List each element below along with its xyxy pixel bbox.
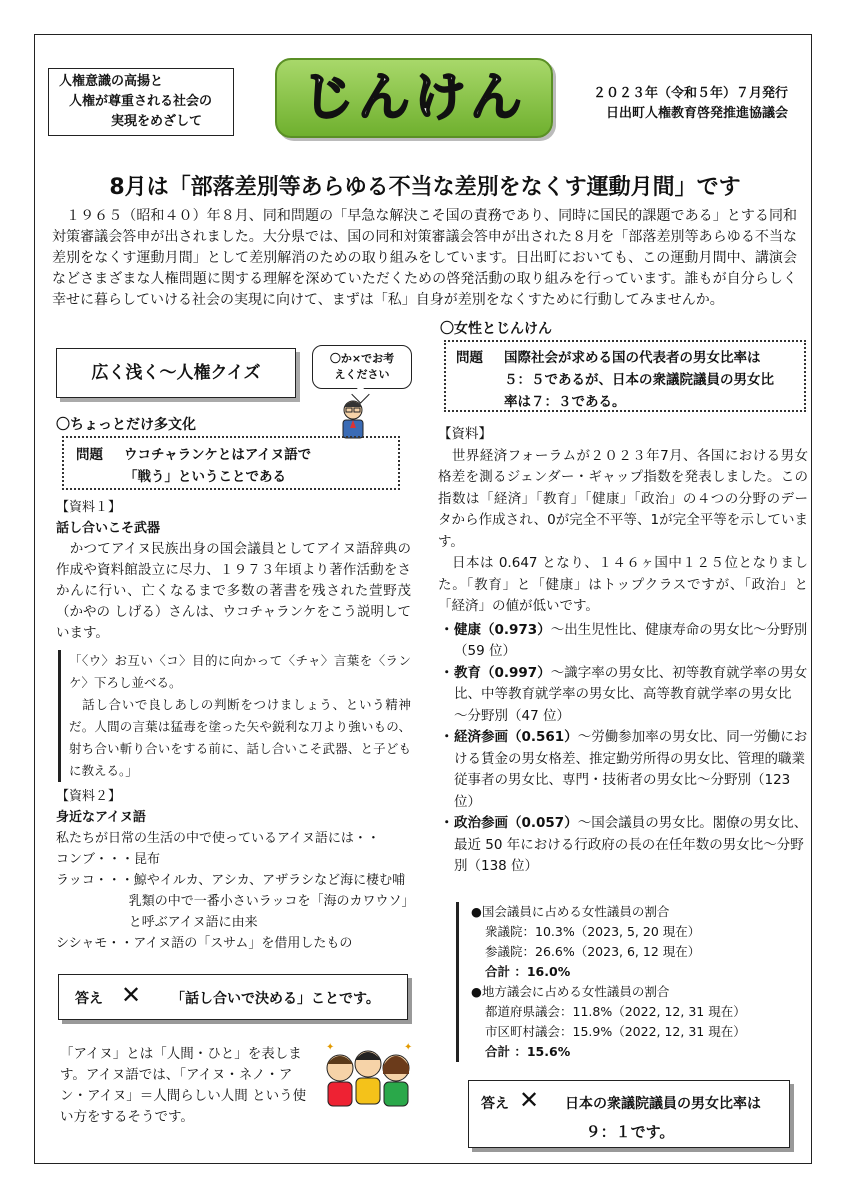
question-box-left <box>62 436 400 490</box>
reference-right <box>438 424 808 878</box>
stats-local-line-1: 都道府県議会：11.8%（2022, 12, 31 現在） <box>485 1004 746 1019</box>
publisher: 日出町人権教育啓発推進協議会 <box>605 106 788 121</box>
stats-local-title: ●地方議会に占める女性議員の割合 <box>471 984 670 999</box>
gender-gap-list <box>438 620 808 878</box>
list-item <box>454 663 808 728</box>
bullet-text: ～国会議員の男女比。閣僚の男女比、最近 50 年における行政府の長の在任年数の男女比～分野別（138 位） <box>454 815 808 874</box>
bullet-text: ～識字率の男女比、初等教育就学率の男女比、中等教育就学率の男女比、高等教育就学率の男女比 ～分野別（47 位） <box>454 664 808 724</box>
answer-right-line-2: ９：１です。 <box>585 1123 675 1141</box>
bullet-key: 教育（0.997） <box>454 664 551 681</box>
stats-national-line-2: 参議院：26.6%（2023, 6, 12 現在） <box>485 944 701 959</box>
women-legislators-stats <box>456 902 801 1062</box>
quiz-title-box <box>56 348 296 398</box>
bubble-line-1: 〇か×でお考 <box>329 352 395 365</box>
question-line-1: ウコチャランケとはアイヌ語で <box>124 447 312 463</box>
quote-block <box>58 650 411 782</box>
reference-1 <box>56 497 411 954</box>
ref1-text: かつてアイヌ民族出身の国会議員としてアイヌ語辞典の作成や資料館設立に尽力、１９７３年頃より著作活動をさかんに行い、亡くなるまで多数の著書を残された萱野茂（かやの しげる）さんは、ウコチャランケをこう説明しています。 <box>56 541 411 641</box>
ref1-label: 【資料１】 <box>56 500 122 515</box>
answer-label-right: 答え <box>481 1096 509 1112</box>
stats-local-total: 合計 ：15.6% <box>485 1044 571 1059</box>
cross-mark-icon: ✕ <box>519 1086 540 1114</box>
page-headline: 8月は「部落差別等あらゆる不当な差別をなくす運動月間」です <box>109 175 741 200</box>
issue-date: ２０２３年（令和５年）７月発行 <box>592 86 788 101</box>
bullet-key: 経済参画（0.561） <box>454 729 578 745</box>
newsletter-logo <box>275 58 553 138</box>
stats-local-line-2: 市区町村議会：15.9%（2022, 12, 31 現在） <box>485 1024 746 1039</box>
question-right-line-1: 国際社会が求める国の代表者の男女比率は <box>504 350 761 366</box>
question-box-right <box>444 340 806 412</box>
quote-line-1: 「〈ウ〉お互い〈コ〉目的に向かって〈チャ〉言葉を〈ランケ〉下ろし並べる。 <box>69 653 411 690</box>
list-item <box>454 727 808 813</box>
question-label: 問題 <box>76 447 103 463</box>
ref2-item-shishamo: シシャモ・・アイヌ語の「スサム」を借用したもの <box>56 936 353 951</box>
ref2-label: 【資料２】 <box>56 789 122 804</box>
list-item <box>454 620 808 663</box>
answer-right-line-1: 日本の衆議院議員の男女比率は <box>565 1096 761 1112</box>
question-line-2: 「戦う」ということである <box>124 469 286 485</box>
children-illustration-icon <box>318 1040 418 1120</box>
answer-text-left: 「話し合いで決める」ことです。 <box>171 991 380 1007</box>
question-right-line-3: 率は７：３である。 <box>504 394 626 410</box>
stats-national-total: 合計 ：16.0% <box>485 964 571 979</box>
svg-text:✦: ✦ <box>404 1042 413 1053</box>
ref2-item-rakko: ラッコ・・・鯨やイルカ、アシカ、アザラシなど海に棲む哺乳類の中で一番小さいラッコを「海のカワウソ」と呼ぶアイヌ語に由来 <box>56 873 409 930</box>
motto-line-3: 実現をめざして <box>111 114 203 129</box>
logo-title: じんけん <box>301 68 526 128</box>
bubble-line-2: えください <box>334 368 390 381</box>
ref2-item-kombu: コンブ・・・昆布 <box>56 852 161 867</box>
ref2-intro: 私たちが日常の生活の中で使っているアイヌ語には・・ <box>56 831 380 846</box>
ref2-title: 身近なアイヌ語 <box>56 810 146 825</box>
list-item <box>454 813 808 878</box>
motto-line-1: 人権意識の高揚と <box>59 74 164 89</box>
motto-box <box>48 68 234 136</box>
question-label-right: 問題 <box>456 350 483 366</box>
cross-mark-icon: ✕ <box>121 981 142 1009</box>
motto-line-2: 人権が尊重される社会の <box>69 94 213 109</box>
answer-box-right <box>468 1080 790 1148</box>
bullet-key: 政治参画（0.057） <box>454 815 578 831</box>
section-title-women: 〇女性とじんけん <box>440 321 552 337</box>
stats-national-title: ●国会議員に占める女性議員の割合 <box>471 904 670 919</box>
speech-bubble <box>312 345 412 389</box>
answer-label-left: 答え <box>75 991 103 1007</box>
bullet-text: ～出生児性比、健康寿命の男女比～分野別（59 位） <box>454 621 808 659</box>
stats-national-line-1: 衆議院：10.3%（2023, 5, 20 現在） <box>485 924 701 939</box>
ainu-footnote: 「アイヌ」とは「人間・ひと」を表します。アイヌ語では、「アイヌ・ネノ・アン・アイヌ」＝人間らしい人間 という使い方をするそうです。 <box>60 1046 307 1125</box>
lead-paragraph: １９６５（昭和４０）年８月、同和問題の「早急な解決こそ国の責務であり、同時に国民的課題である」とする同和対策審議会答申が出されました。大分県では、国の同和対策審議会答申が出された８月を「部落差別等あらゆる不当な差別をなくす運動月間」として差別解消のための取り組みをしています。日出町においても、この運動月間中、講演会などさまざまな人権問題に関する理解を深めていただくための啓発活動の取り組みを行っています。誰もが自分らしく幸せに暮らしていける社会の実現に向けて、まずは「私」自身が差別をなくすために行動してみませんか。 <box>52 208 797 308</box>
issue-info <box>578 84 788 124</box>
teacher-illustration-icon <box>338 398 368 440</box>
answer-box-left <box>58 974 408 1020</box>
quiz-title: 広く浅く～人権クイズ <box>91 363 261 383</box>
ref1-title: 話し合いこそ武器 <box>56 521 161 536</box>
section-title-multiculture: 〇ちょっとだけ多文化 <box>56 417 196 433</box>
ref-text-1: 世界経済フォーラムが２０２３年7月、各国における男女格差を測るジェンダー・ギャップ指数を発表しました。この指数は「経済」「教育」「健康」「政治」の４つの分野のデータから作成され、0が完全不平等、1が完全平等を示しています。 <box>438 447 808 550</box>
ref-label-right: 【資料】 <box>438 426 492 442</box>
bullet-text: ～労働参加率の男女比、同一労働における賃金の男女格差、推定勤労所得の男女比、管理的職業従事者の男女比、専門・技術者の男女比～分野別（123 位） <box>454 729 808 810</box>
bullet-key: 健康（0.973） <box>454 621 551 638</box>
quote-line-2: 話し合いで良しあしの判断をつけましょう、という精神だ。人間の言葉は猛毒を塗った矢や鋭利な刀より強いもの、射ち合い斬り合いをする前に、話し合いこそ武器、と子どもに教える。」 <box>69 697 411 778</box>
question-right-line-2: ５：５であるが、日本の衆議院議員の男女比 <box>504 372 774 388</box>
ref-text-2: 日本は 0.647 となり、１４６ヶ国中１２５位となりました。「教育」と「健康」はトップクラスですが、「政治」と「経済」の値が低いです。 <box>438 555 808 614</box>
svg-text:✦: ✦ <box>326 1042 335 1053</box>
